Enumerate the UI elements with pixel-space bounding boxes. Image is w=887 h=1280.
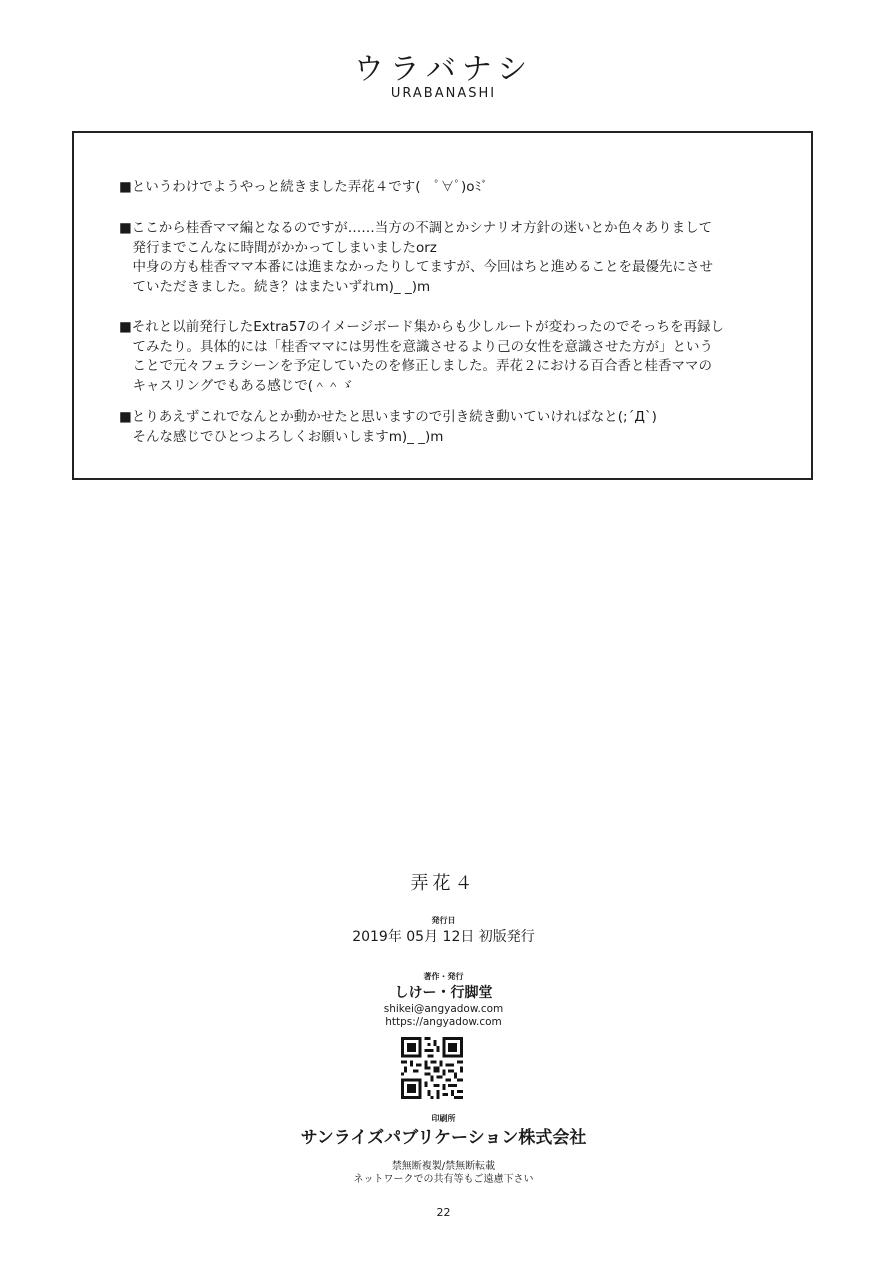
publish-date: 2019年 05月 12日 初版発行 (352, 929, 535, 945)
printer-name: サンライズパブリケーション株式会社 (300, 1128, 587, 1148)
page-title: ウラバナシ (353, 52, 534, 87)
printer-label: 印刷所 (431, 1114, 456, 1123)
afterword-box (72, 131, 813, 480)
afterword-paragraph: ■ここから桂香ママ編となるのですが……当方の不調とかシナリオ方針の迷いとか色々ありまして 発行までこんなに時間がかかってしまいましたorz 中身の方も桂香ママ本番には進まなかったりしてますが、今回はちと進めることを最優先にさせ ていただきました。続き？はまたいずれm)_ _)m (119, 220, 713, 295)
afterword-paragraph: ■それと以前発行したExtra57のイメージボード集からも少しルートが変わったのでそっちを再録し てみたり。具体的には「桂香ママには男性を意識させるより己の女性を意識させた方が」という ことで元々フェラシーンを予定していたのを修正しました。弄花２における百合香と桂香ママの キャスリングでもある感じで(＾＾ゞ (119, 319, 725, 394)
afterword-paragraph: ■というわけでようやっと続きました弄花４です( ﾟ∀ﾟ)oﾐﾞ (119, 179, 489, 195)
publish-date-label: 発行日 (431, 916, 456, 925)
page-number: 22 (436, 1206, 451, 1219)
author-label: 著作・発行 (423, 972, 464, 981)
author-url: https://angyadow.com (385, 1016, 502, 1028)
copy-notice: 禁無断複製/禁無断転載 (391, 1161, 496, 1172)
page-subtitle: URABANASHI (390, 86, 497, 101)
book-title: 弄花４ (410, 873, 477, 894)
author-email: shikei@angyadow.com (383, 1003, 504, 1015)
author-name: しけー・行脚堂 (394, 985, 493, 1001)
share-notice: ネットワークでの共有等もご遠慮下さい (353, 1174, 534, 1185)
afterword-paragraph: ■とりあえずこれでなんとか動かせたと思いますので引き続き動いていければなと(;´Д`) そんな感じでひとつよろしくお願いしますm)_ _)m (119, 409, 657, 445)
qr-code-icon (401, 1037, 463, 1099)
